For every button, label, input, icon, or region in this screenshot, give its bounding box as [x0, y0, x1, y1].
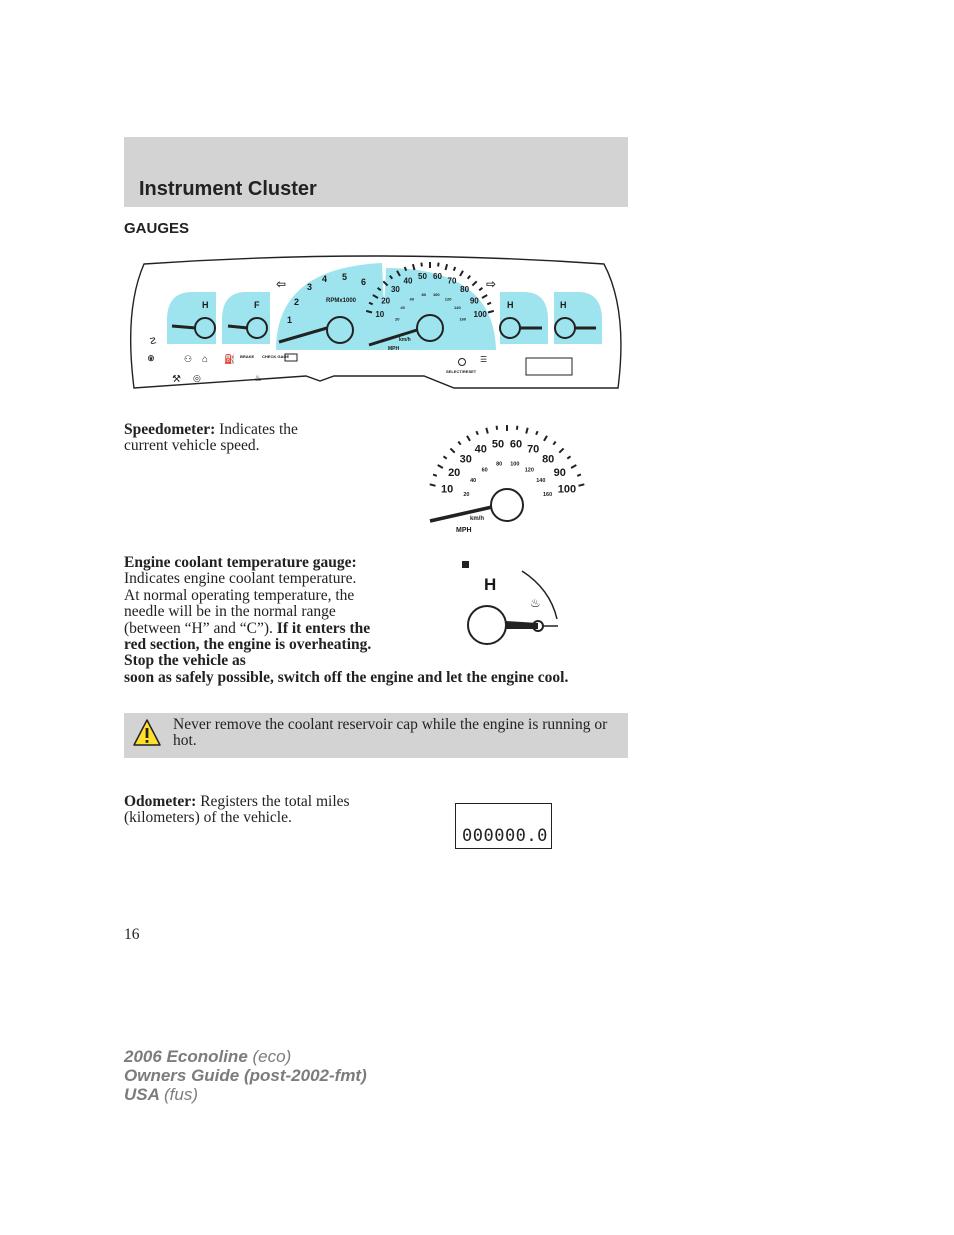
detail-speedo-tick	[430, 484, 436, 486]
detail-speedo-kmh-60: 60	[481, 467, 488, 474]
seatbelt-icon: ⍟	[148, 354, 154, 365]
coolant-gauge-h-label: H	[484, 575, 497, 594]
coolant-warning-tail: soon as safely possible, switch off the engine and let the engine cool.	[124, 669, 569, 686]
odometer-reading: 000000.0	[462, 826, 548, 846]
cluster-speedo-kmh-100: 100	[432, 291, 440, 297]
coolant-term: Engine coolant temperature gauge:	[124, 554, 357, 571]
left-turn-arrow-icon: ⇦	[276, 277, 287, 291]
footer-model-code: (eco)	[252, 1047, 292, 1066]
detail-kmh-label: km/h	[470, 516, 485, 522]
detail-speedo-kmh-20: 20	[463, 492, 470, 498]
cluster-speedo-mph-80: 80	[460, 284, 470, 294]
coolant-description-tail	[124, 670, 628, 686]
warning-box	[124, 713, 628, 758]
cluster-speedo-tick	[438, 263, 439, 267]
detail-speedo-tick	[497, 426, 498, 430]
cluster-speedo-mph-90: 90	[469, 296, 479, 306]
speedometer-term: Speedometer:	[124, 421, 216, 438]
voltage-gauge-h-label: H	[560, 300, 567, 310]
rpm-tick-1: 1	[287, 315, 293, 325]
check-gage-label: CHECK GAGE	[262, 354, 290, 359]
detail-speedo-kmh-100: 100	[510, 461, 520, 468]
detail-mph-label: MPH	[456, 527, 472, 534]
cluster-speedo-mph-40: 40	[403, 276, 413, 286]
coolant-gauge-illustration	[460, 557, 560, 652]
detail-speedo-tick	[526, 428, 528, 434]
detail-speedo-tick	[567, 456, 570, 458]
detail-speedo-kmh-160: 160	[543, 492, 553, 498]
detail-speedo-tick	[559, 448, 563, 452]
select-reset-label: SELECT/RESET	[446, 369, 477, 374]
wrench-icon: ⚒	[172, 374, 181, 385]
rpm-tick-3: 3	[307, 282, 313, 292]
cluster-speedo-mph-100: 100	[473, 310, 487, 320]
fuel-door-icon: ⛽	[224, 354, 236, 364]
instrument-cluster-illustration	[124, 250, 628, 395]
detail-speedo-mph-10: 10	[440, 483, 454, 496]
cluster-speedo-kmh-60: 60	[409, 296, 415, 302]
right-turn-arrow-icon: ⇨	[486, 277, 497, 291]
detail-speedo-mph-60: 60	[509, 438, 523, 451]
detail-speedo-tick	[433, 474, 437, 476]
detail-speedo-mph-40: 40	[474, 443, 487, 456]
footer-region: USA	[124, 1085, 160, 1104]
section-heading: GAUGES	[124, 220, 190, 237]
footer-model: 2006 Econoline	[124, 1047, 248, 1066]
detail-speedo-tick	[467, 436, 470, 441]
cluster-speedo-mph-70: 70	[447, 276, 457, 286]
fuel-gauge-f-label: F	[254, 300, 260, 310]
cluster-speedo-kmh-40: 40	[400, 305, 405, 311]
odometer-display	[455, 803, 552, 849]
page-title: Instrument Cluster	[139, 178, 317, 200]
cluster-mph-label: MPH	[388, 346, 400, 352]
detail-speedo-mph-80: 80	[542, 453, 555, 466]
cluster-speedo-kmh-140: 140	[454, 305, 461, 311]
cluster-odometer-window	[526, 358, 572, 375]
section-header	[124, 137, 628, 207]
odometer-term: Odometer:	[124, 793, 197, 810]
cluster-speedo-mph-10: 10	[375, 310, 385, 320]
rpm-tick-5: 5	[342, 272, 348, 282]
detail-speedo-tick	[458, 442, 460, 445]
cluster-speedo-mph-50: 50	[418, 272, 427, 282]
detail-speedo-tick	[536, 431, 538, 435]
brake-label: BRAKE	[240, 354, 255, 359]
cluster-speedo-kmh-20: 20	[394, 316, 400, 322]
detail-speedo-tick	[444, 456, 447, 458]
footer-region-code: (fus)	[164, 1085, 198, 1104]
detail-speedo-tick	[438, 465, 443, 468]
detail-speedo-tick	[476, 431, 478, 435]
speedometer-description	[124, 422, 344, 455]
detail-speedo-mph-20: 20	[448, 467, 461, 480]
odometer-description	[124, 794, 384, 827]
detail-speedo-kmh-80: 80	[496, 461, 503, 468]
cluster-speedo-kmh-120: 120	[444, 296, 452, 302]
speedometer-text: Indicates the current vehicle speed.	[124, 421, 298, 455]
oil-gauge-h-label: H	[202, 300, 209, 310]
cluster-speedo-mph-30: 30	[390, 284, 400, 294]
coolant-temp-icon: ♨	[530, 596, 541, 610]
footer	[124, 1047, 367, 1104]
abs-icon: ◎	[193, 373, 201, 383]
detail-speedo-tick	[571, 465, 576, 468]
warning-text: Never remove the coolant reservoir cap while the engine is running or hot.	[173, 716, 608, 750]
temp-gauge-h-label: H	[507, 300, 514, 310]
odometer-text: Registers the total miles (kilometers) of the vehicle.	[124, 793, 350, 827]
rpm-tick-4: 4	[322, 274, 328, 284]
detail-speedo-kmh-40: 40	[470, 477, 477, 484]
detail-speedo-tick	[450, 448, 454, 452]
page-number: 16	[124, 926, 140, 943]
coolant-description-lead	[124, 555, 374, 670]
cluster-kmh-label: km/h	[399, 337, 411, 343]
detail-speedo-mph-100: 100	[557, 483, 577, 496]
rpm-tick-2: 2	[294, 297, 300, 307]
detail-speedo-mph-70: 70	[527, 443, 540, 456]
warning-icon	[132, 718, 162, 748]
detail-speedo-mph-30: 30	[459, 453, 472, 466]
cluster-speedo-kmh-80: 80	[421, 291, 426, 297]
airbag-icon: ☡	[149, 336, 158, 346]
cluster-speedo-mph-60: 60	[433, 272, 442, 282]
speedometer-marks	[430, 425, 585, 498]
detail-speedo-tick	[577, 474, 581, 476]
detail-speedo-tick	[579, 484, 585, 486]
headlamp-icon: ☰	[480, 355, 488, 364]
coolant-text: Indicates engine coolant temperature. At normal operating temperature, the needle will be in the normal range (between “H” and “C”).	[124, 570, 357, 637]
security-icon: ⚇	[184, 354, 193, 364]
detail-speedo-tick	[486, 428, 488, 434]
detail-speedo-tick	[553, 442, 555, 445]
speedometer-illustration	[420, 425, 595, 540]
cluster-speedo-kmh-160: 160	[459, 316, 467, 322]
detail-speedo-kmh-140: 140	[536, 477, 546, 484]
engine-icon: ⌂	[202, 354, 209, 365]
coolant-warning-lead: If it enters the red section, the engine is overheating. Stop the vehicle as	[124, 619, 372, 670]
cluster-speedo-tick	[421, 263, 422, 267]
rpm-label: RPMx1000	[326, 298, 357, 304]
footer-guide: Owners Guide (post-2002-fmt)	[124, 1066, 367, 1085]
cluster-speedo-mph-20: 20	[381, 296, 391, 306]
detail-speedo-tick	[517, 426, 518, 430]
detail-speedo-tick	[544, 436, 547, 441]
detail-speedo-kmh-120: 120	[524, 467, 534, 474]
detail-speedo-mph-90: 90	[553, 467, 566, 480]
rpm-tick-6: 6	[361, 277, 367, 287]
detail-speedo-mph-50: 50	[491, 438, 505, 451]
overdrive-icon: ♨	[254, 373, 263, 383]
